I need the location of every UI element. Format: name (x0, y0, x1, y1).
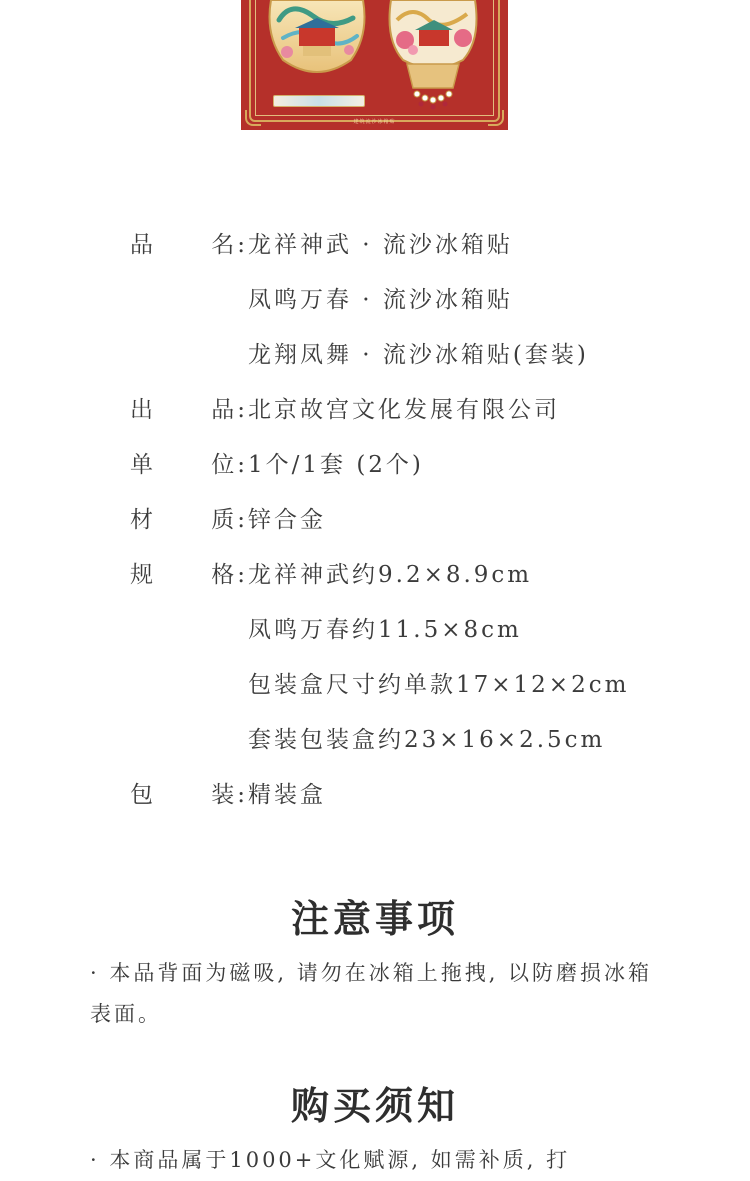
purchase-text: · 本商品属于1000+文化赋源, 如需补质, 打 (90, 1148, 571, 1172)
product-image (241, 0, 508, 130)
spec-value: 北京故宫文化发展有限公司 (248, 397, 560, 423)
spec-label: 出 品: (130, 397, 248, 423)
spec-values (248, 493, 326, 548)
purchase-heading: 购买须知 (290, 1083, 459, 1128)
spec-values (248, 383, 560, 438)
spec-label: 包 装: (130, 782, 248, 808)
spec-value: 龙祥神武 · 流沙冰箱贴 (248, 232, 513, 258)
spec-label: 规 格: (130, 562, 248, 588)
spec-row-packaging (130, 768, 629, 823)
spec-value: 龙祥神武约9.2×8.9cm (248, 562, 533, 588)
spec-values (248, 218, 589, 383)
notice-heading: 注意事项 (290, 896, 459, 941)
spec-row-producer (130, 383, 629, 438)
spec-row-unit (130, 438, 629, 493)
product-specs (130, 218, 629, 823)
spec-label: 单 位: (130, 452, 248, 478)
spec-label: 材 质: (130, 507, 248, 533)
spec-values (248, 438, 424, 493)
spec-value: 龙翔凤舞 · 流沙冰箱贴(套装) (248, 342, 589, 368)
spec-value: 精装盒 (248, 782, 326, 808)
sand-bar-accessory (273, 95, 365, 107)
spec-value: 凤鸣万春约11.5×8cm (248, 617, 522, 643)
notice-text: · 本品背面为磁吸, 请勿在冰箱上拖拽, 以防磨损冰箱表面。 (90, 961, 653, 1026)
box-caption: 建筑流沙冰箱贴 (353, 119, 396, 125)
dragon-sticker-illustration (261, 0, 373, 80)
spec-row-name (130, 218, 629, 383)
spec-row-dimensions (130, 548, 629, 768)
phoenix-sticker-illustration (383, 0, 483, 110)
spec-value: 套装包装盒约23×16×2.5cm (248, 727, 606, 753)
spec-value: 锌合金 (248, 507, 326, 533)
spec-values (248, 548, 629, 768)
spec-values (248, 768, 326, 823)
spec-row-material (130, 493, 629, 548)
spec-value: 凤鸣万春 · 流沙冰箱贴 (248, 287, 513, 313)
spec-label: 品 名: (130, 232, 248, 258)
spec-value: 包装盒尺寸约单款17×12×2cm (248, 672, 630, 698)
spec-value: 1个/1套 (2个) (248, 452, 424, 478)
